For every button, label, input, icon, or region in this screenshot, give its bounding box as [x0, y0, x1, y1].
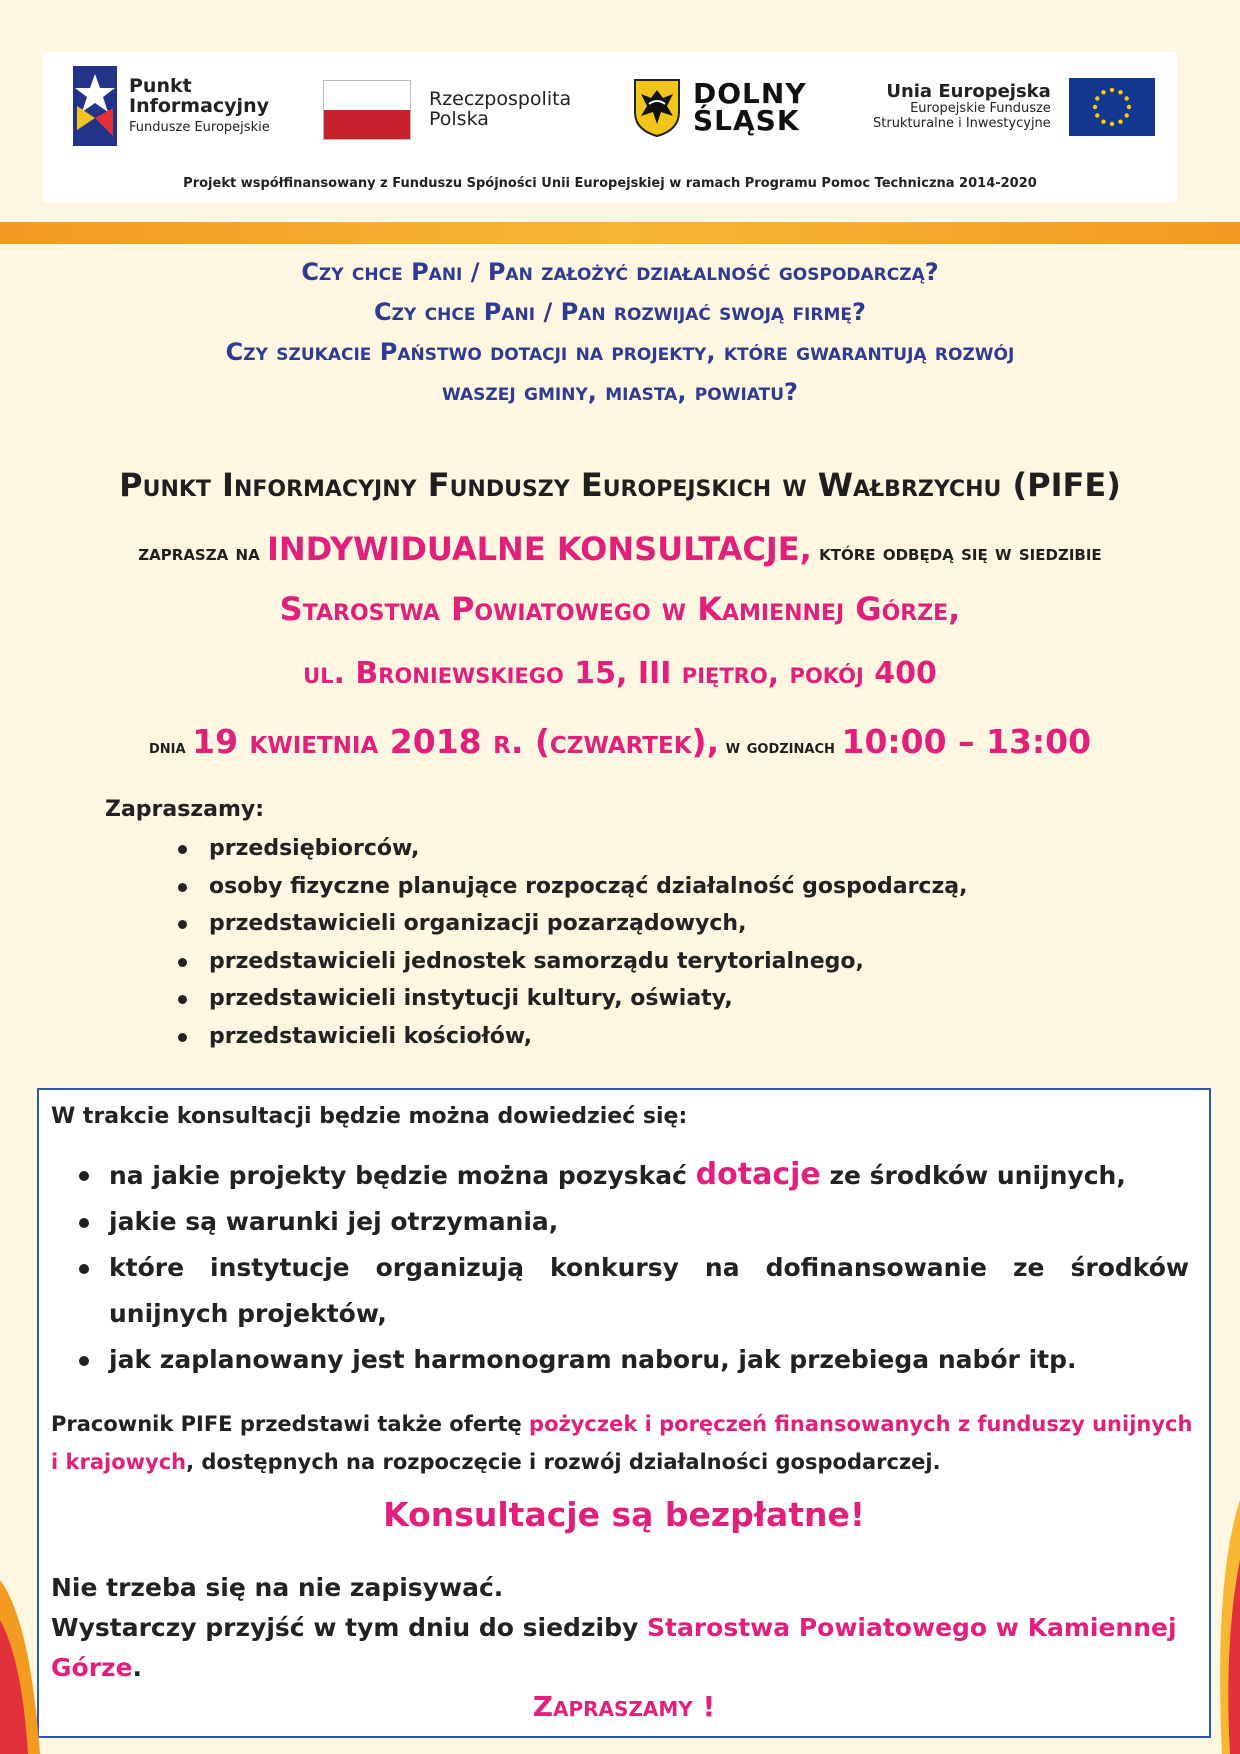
list-item	[79, 1152, 1239, 1199]
loan-post: , dostępnych na rozpoczęcie i rozwój działalności gospodarczej.	[186, 1450, 941, 1474]
date-prefix: dnia	[148, 736, 193, 758]
pife-logo	[73, 66, 270, 146]
info-list	[79, 1152, 1239, 1383]
question-1: Czy chce Pani / Pan założyć działalność gospodarczą?	[301, 258, 939, 286]
decorative-swoosh-right	[1210, 1500, 1240, 1754]
question-3: Czy szukacie Państwo dotacji na projekty, które gwarantują rozwój	[225, 338, 1015, 366]
list-item: przedstawicieli jednostek samorządu terytorialnego,	[176, 943, 967, 981]
list-item: osoby fizyczne planujące rozpocząć działalność gospodarczą,	[176, 868, 967, 906]
item1-pre: na jakie projekty będzie można pozyskać	[109, 1161, 696, 1190]
list-item: jakie są warunki jej otrzymania,	[79, 1199, 1239, 1245]
list-item: jak zaplanowany jest harmonogram naboru, jak przebiega nabór itp.	[79, 1337, 1239, 1383]
audience-list	[176, 830, 967, 1055]
decorative-swoosh-left	[0, 1560, 40, 1754]
event-date: 19 kwietnia 2018 r. (czwartek),	[192, 722, 720, 761]
loan-offer-note	[51, 1405, 1201, 1481]
registration-note	[51, 1568, 1199, 1688]
item1-post: ze środków unijnych,	[820, 1161, 1126, 1190]
eu-logo	[873, 78, 1155, 136]
info-box	[37, 1088, 1211, 1738]
invite-highlight: INDYWIDUALNE KONSULTACJE,	[267, 530, 812, 568]
invite-pre: zaprasza na	[138, 541, 268, 565]
eu-logo-line3: Strukturalne i Inwestycyjne	[873, 116, 1051, 132]
cofinancing-note: Projekt współfinansowany z Funduszu Spójności Unii Europejskiej w ramach Programu Pomoc Techniczna 2014-2020	[183, 176, 1037, 191]
info-box-heading: W trakcie konsultacji będzie można dowiedzieć się:	[51, 1104, 688, 1129]
registration-pre: Wystarczy przyjść w tym dniu do siedziby	[51, 1613, 647, 1642]
registration-line1: Nie trzeba się na nie zapisywać.	[51, 1573, 504, 1602]
invite-line	[0, 530, 1240, 568]
list-item: które instytucje organizują konkursy na dofinansowanie ze środków unijnych projektów,	[79, 1245, 1189, 1337]
questions-block	[0, 252, 1240, 412]
logo-band	[43, 52, 1177, 202]
list-item: przedstawicieli instytucji kultury, oświaty,	[176, 980, 967, 1018]
free-note: Konsultacje są bezpłatne!	[383, 1495, 865, 1534]
eu-logo-line1: Unia Europejska	[886, 80, 1051, 102]
dolny-slask-line1: DOLNY	[693, 77, 807, 111]
event-time: 10:00 – 13:00	[841, 722, 1092, 761]
registration-post: .	[132, 1653, 143, 1682]
poland-logo	[323, 80, 571, 140]
venue-name: Starostwa Powiatowego w Kamiennej Górze,	[279, 590, 961, 628]
orange-divider	[0, 222, 1240, 244]
registration-highlight: Starostwa Powiatowego w Kamiennej Górze	[51, 1613, 1177, 1682]
item1-highlight: dotacje	[695, 1157, 821, 1192]
list-item: przedsiębiorców,	[176, 830, 967, 868]
registration-line2	[51, 1608, 1199, 1688]
pife-logo-line2: Informacyjny	[129, 95, 269, 118]
eu-logo-line2: Europejskie Fundusze	[910, 101, 1051, 117]
closing-invite: Zapraszamy !	[532, 1690, 716, 1723]
loan-highlight: pożyczek i poręczeń finansowanych z funduszy unijnych i krajowych	[51, 1412, 1193, 1474]
pife-logo-line3: Fundusze Europejskie	[129, 120, 270, 136]
time-prefix: w godzinach	[719, 736, 842, 758]
venue-address: ul. Broniewskiego 15, III piętro, pokój 400	[303, 656, 937, 691]
list-item: przedstawicieli kościołów,	[176, 1018, 967, 1056]
poland-flag-icon	[323, 80, 411, 140]
question-2: Czy chce Pani / Pan rozwijać swoją firmę?	[374, 298, 866, 326]
question-4: waszej gminy, miasta, powiatu?	[442, 378, 798, 406]
pife-title: Punkt Informacyjny Funduszy Europejskich w Wałbrzychu (PIFE)	[119, 466, 1121, 504]
date-line	[0, 722, 1240, 761]
pife-logo-line1: Punkt	[129, 75, 192, 98]
dolny-slask-line2: ŚLĄSK	[693, 104, 800, 137]
invite-post: które odbędą się w siedzibie	[811, 541, 1102, 565]
eu-flag-icon	[1069, 78, 1155, 136]
audience-heading: Zapraszamy:	[105, 797, 265, 822]
poland-logo-line2: Polska	[429, 108, 489, 130]
eagle-crest-icon	[633, 78, 681, 138]
list-item: przedstawicieli organizacji pozarządowych,	[176, 905, 967, 943]
loan-pre: Pracownik PIFE przedstawi także ofertę	[51, 1412, 530, 1436]
poland-logo-line1: Rzeczpospolita	[429, 88, 572, 111]
pife-star-icon	[73, 66, 117, 146]
dolny-slask-logo	[633, 78, 807, 138]
